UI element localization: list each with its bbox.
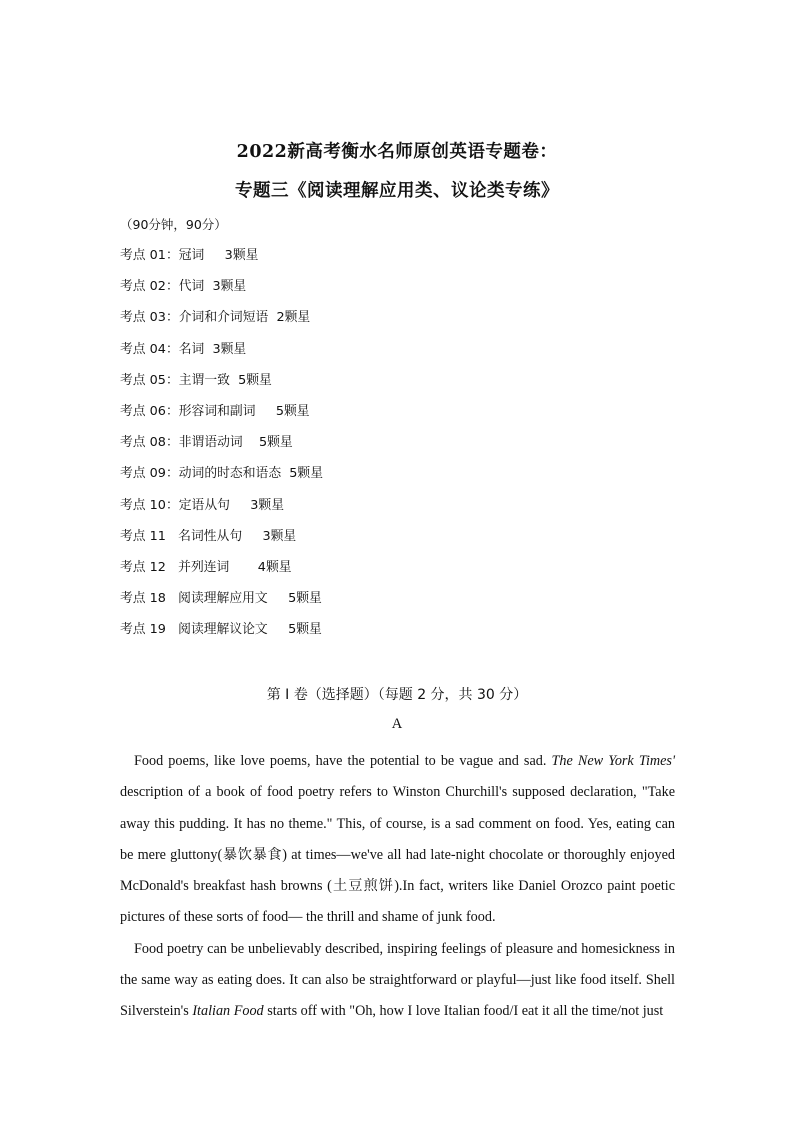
exam-point-item: 考点 11 名词性从句 3颗星 <box>120 528 297 544</box>
exam-point-item: 考点 12 并列连词 4颗星 <box>120 559 292 575</box>
exam-point-item: 考点 03：介词和介词短语 2颗星 <box>120 310 311 326</box>
exam-point-item: 考点 09：动词的时态和语态 5颗星 <box>120 466 323 482</box>
exam-point-item: 考点 08：非谓语动词 5颗星 <box>120 435 293 451</box>
paragraph-1-italic: The New York Times' <box>551 753 675 769</box>
exam-point-item: 考点 06：形容词和副词 5颗星 <box>120 403 310 419</box>
paragraph-2-italic: Italian Food <box>192 1003 264 1020</box>
time-score-note: （90分钟，90分） <box>120 217 227 232</box>
exam-point-item: 考点 10：定语从句 3颗星 <box>120 497 285 513</box>
exam-point-item: 考点 04：名词 3颗星 <box>120 341 247 357</box>
page-title: 2022新高考衡水名师原创英语专题卷： <box>236 142 558 162</box>
paragraph-2-start: Food poetry can be unbelievably described, inspiring feelings of pleasure and homesickness in the same way as eating does. It can also be straightforward or playful—just like food itself. Shell Silverstein's <box>120 940 675 1020</box>
exam-point-item: 考点 05：主谓一致 5颗星 <box>120 372 272 388</box>
paragraph-1 <box>120 746 675 934</box>
paragraph-2 <box>120 934 675 1028</box>
reading-passage <box>120 746 675 1028</box>
paragraph-2-rest: starts off with "Oh, how I love Italian food/I eat it all the time/not just <box>263 1003 664 1020</box>
exam-point-item: 考点 02：代词 3颗星 <box>120 279 247 295</box>
page-subtitle: 专题三《阅读理解应用类、议论类专练》 <box>235 181 559 201</box>
exam-point-item: 考点 19 阅读理解议论文 5颗星 <box>120 622 322 638</box>
exam-points-list <box>120 246 323 651</box>
paragraph-1-rest: description of a book of food poetry refers to Winston Churchill's supposed declaration, "Take away this pudding. It has no theme." This, of course, is a sad comment on food. Yes, eating can be mere gluttony(暴饮暴食) at times—we've all had late-night chocolate or thoroughly enjoyed McDonald's breakfast hash browns (土豆煎饼).In fact, writers like Daniel Orozco paint poetic pictures of these sorts of food— the thrill and shame of junk food. <box>120 784 675 926</box>
exam-point-item: 考点 01：冠词 3颗星 <box>120 248 259 263</box>
passage-letter: A <box>391 716 403 732</box>
paragraph-1-start: Food poems, like love poems, have the potential to be vague and sad. <box>134 753 552 769</box>
exam-point-item: 考点 18 阅读理解应用文 5颗星 <box>120 591 322 607</box>
section-heading: 第 I 卷（选择题）（每题 2 分，共 30 分） <box>266 687 528 703</box>
